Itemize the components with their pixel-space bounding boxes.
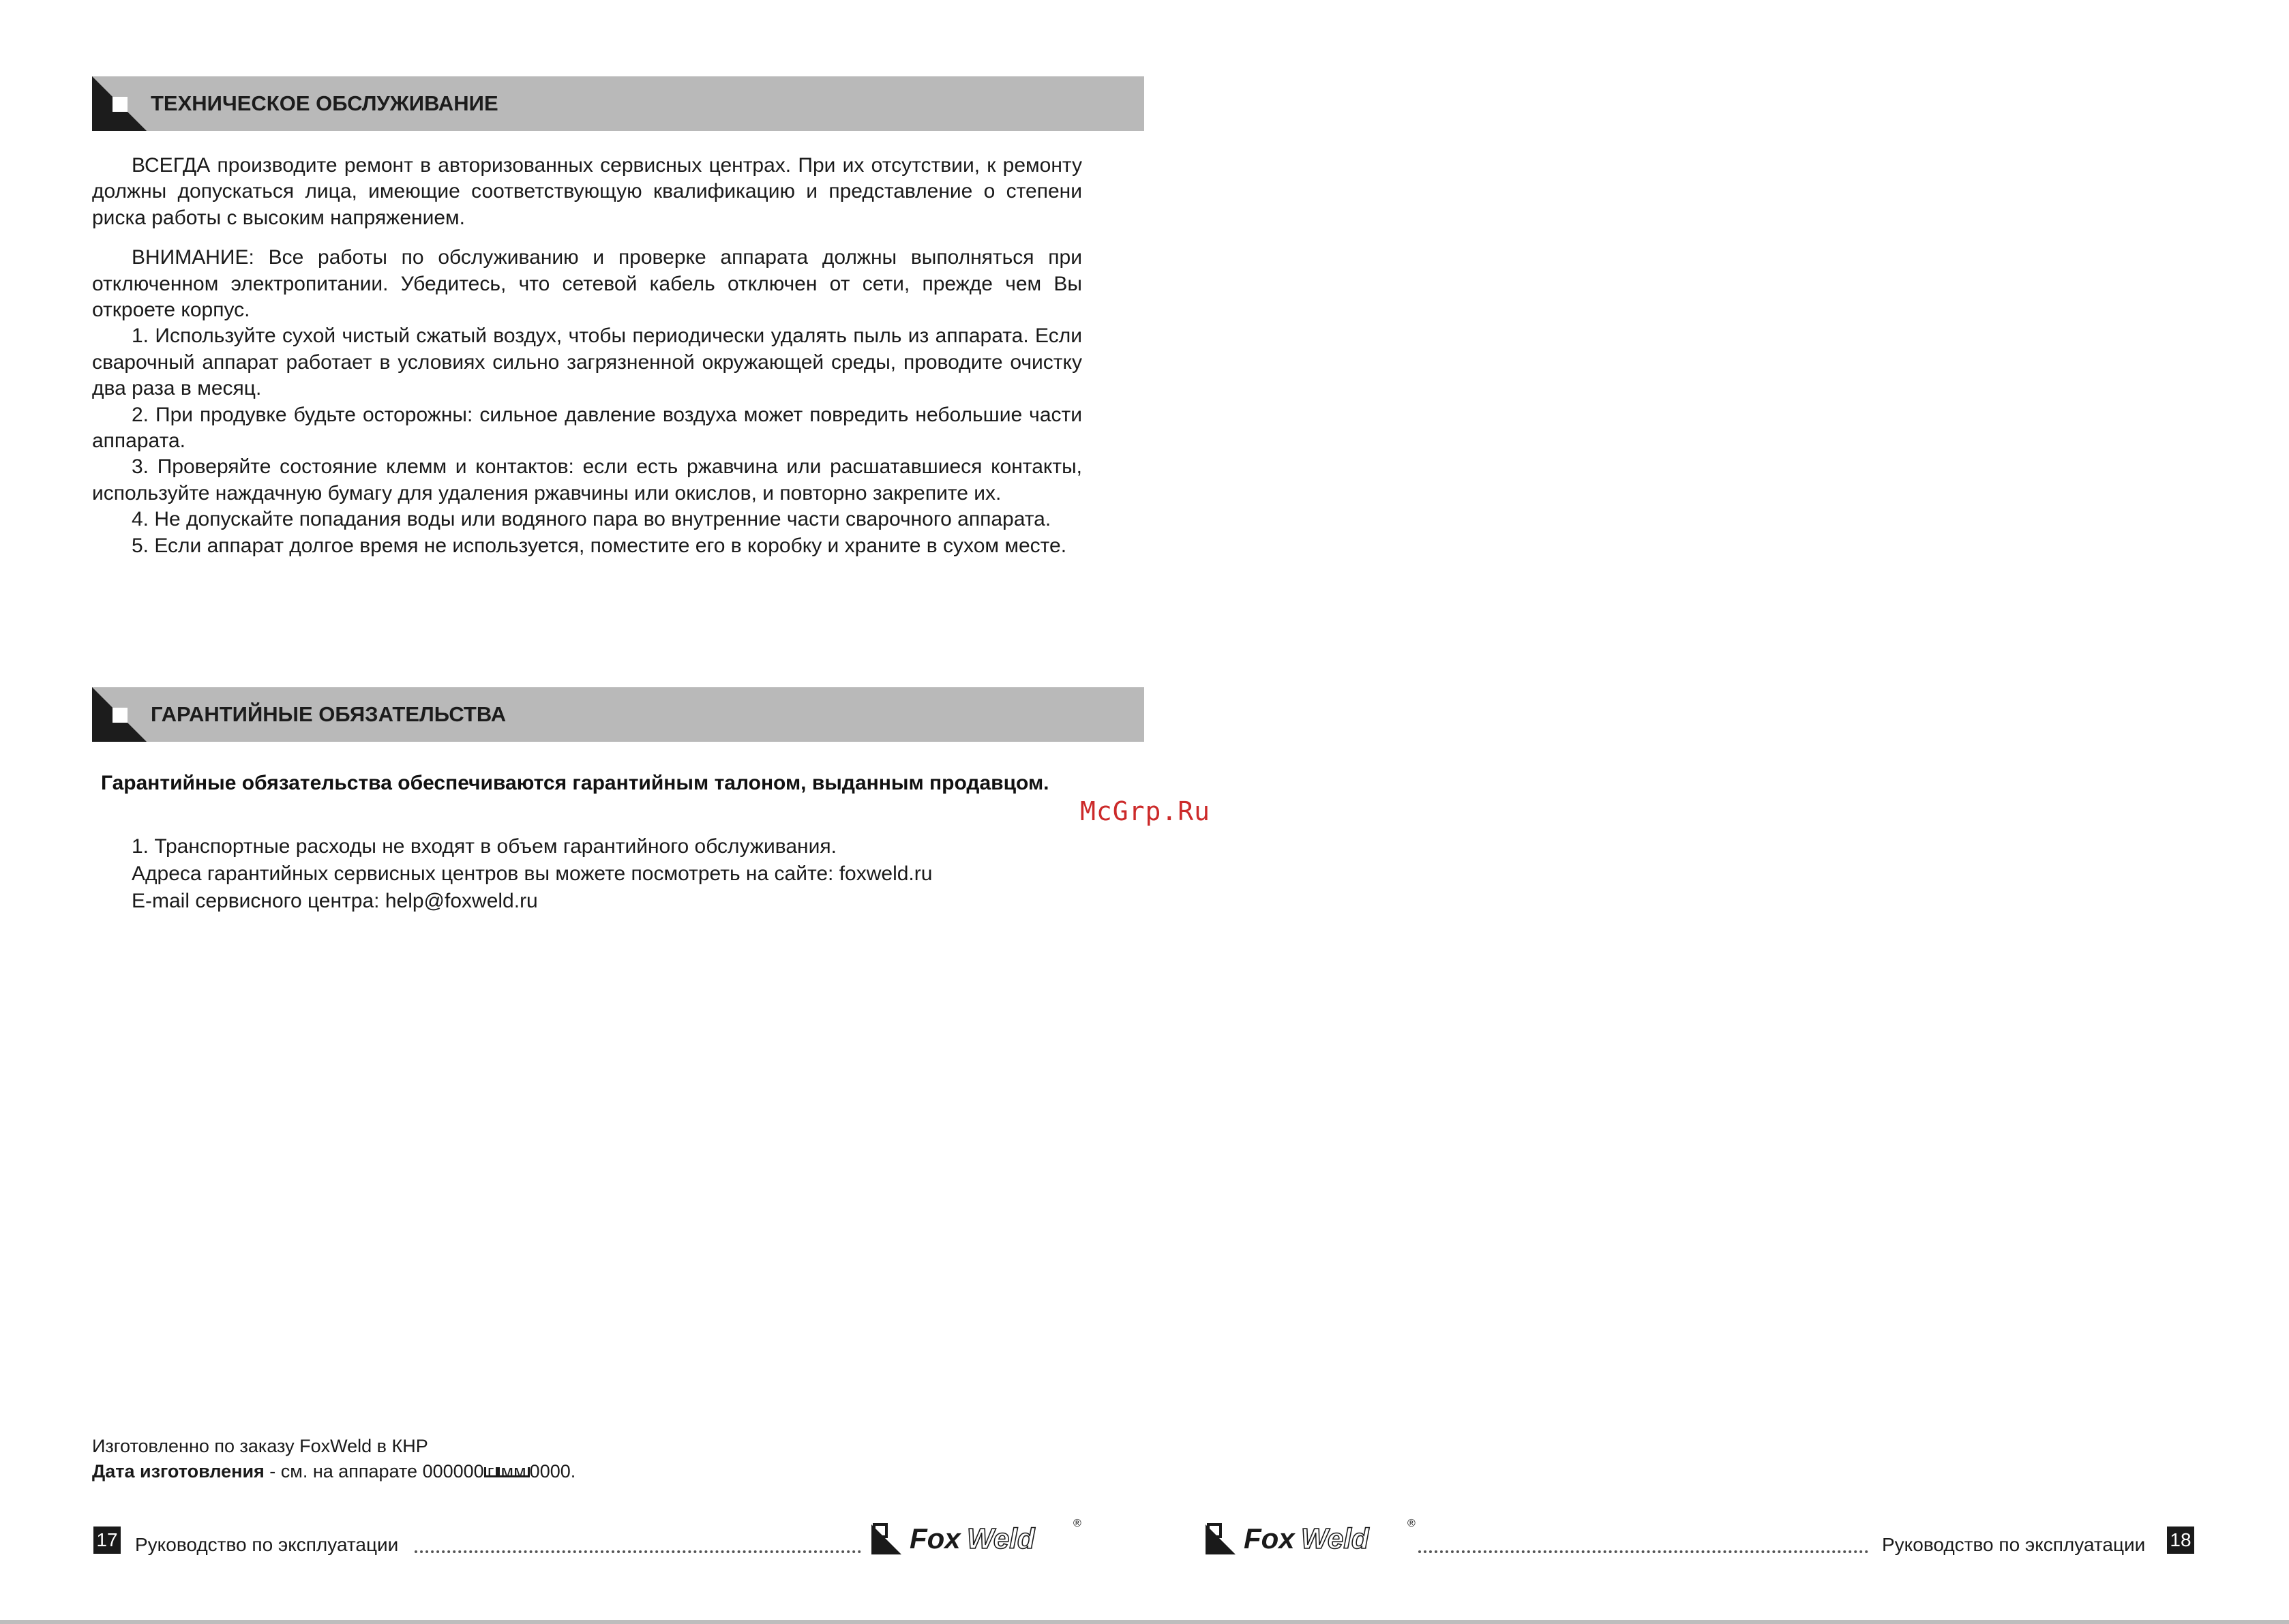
page-number-right: 18: [2167, 1527, 2194, 1554]
foxweld-logo-icon: [871, 1522, 904, 1554]
logo-reg: ®: [1407, 1518, 1416, 1529]
date-mm: мм: [498, 1467, 530, 1477]
warranty-lines: [132, 833, 932, 915]
bottom-rule: [0, 1620, 2289, 1624]
maintenance-item-3: 3. Проверяйте состояние клемм и контактов: если есть ржавчина или расшатавшиеся контакты, используйте наждачную бумагу для удаления ржавчины или окислов, и повторно закрепите их.: [92, 455, 1082, 505]
maintenance-item-5: 5. Если аппарат долгое время не используется, поместите его в коробку и храните в сухом месте.: [132, 534, 1067, 557]
date-label: Дата изготовления: [92, 1461, 265, 1482]
foxweld-logo-right: [1206, 1518, 1417, 1556]
date-rest: - см. на аппарате 000000: [264, 1461, 484, 1482]
section-header-warranty: [92, 687, 1144, 742]
runner-right: Руководство по эксплуатации: [1882, 1534, 2146, 1555]
made-by: Изготовленно по заказу FoxWeld в КНР: [92, 1436, 428, 1456]
foxweld-logo-left: [871, 1518, 1083, 1556]
dot-leader-left: [415, 1550, 861, 1553]
section-corner-icon: [92, 76, 147, 131]
manufacture-date: [92, 1461, 575, 1482]
page-number-left: 17: [93, 1527, 121, 1554]
warranty-line: Адреса гарантийных сервисных центров вы можете посмотреть на сайте: foxweld.ru: [132, 862, 933, 885]
section-title-warranty: ГАРАНТИЙНЫЕ ОБЯЗАТЕЛЬСТВА: [151, 702, 507, 726]
logo-weld: Weld: [1301, 1522, 1369, 1554]
dot-leader-right: [1418, 1550, 1868, 1553]
maintenance-body: [92, 153, 1082, 559]
section-title-maintenance: ТЕХНИЧЕСКОЕ ОБСЛУЖИВАНИЕ: [151, 91, 498, 115]
runner-left: Руководство по эксплуатации: [135, 1534, 399, 1555]
watermark: McGrp.Ru: [1080, 796, 1211, 826]
warranty-line: E-mail сервисного центра: help@foxweld.ru: [132, 890, 538, 912]
maintenance-item-4: 4. Не допускайте попадания воды или водяного пара во внутренние части сварочного аппарата.: [132, 508, 1051, 531]
maintenance-item-1: 1. Используйте сухой чистый сжатый воздух, чтобы периодически удалять пыль из аппарата. Если сварочный аппарат работает в условиях сильно загрязненной окружающей среды, проводите очистку два раза в месяц.: [92, 325, 1082, 400]
logo-weld: Weld: [967, 1522, 1035, 1554]
logo-reg: ®: [1073, 1518, 1081, 1529]
maintenance-paragraph-1: ВСЕГДА производите ремонт в авторизованных сервисных центрах. При их отсутствии, к ремонту должны допускаться лица, имеющие соответствующую квалификацию и представление о степени риска работы с высоким напряжением.: [92, 154, 1082, 229]
logo-fox: Fox: [910, 1522, 961, 1554]
warranty-lead: Гарантийные обязательства обеспечиваются гарантийным талоном, выданным продавцом.: [101, 772, 1049, 794]
logo-fox: Fox: [1244, 1522, 1295, 1554]
maintenance-item-2: 2. При продувке будьте осторожны: сильное давление воздуха может повредить небольшие части аппарата.: [92, 403, 1082, 453]
foxweld-logo-icon: [1206, 1522, 1238, 1554]
date-g: г: [484, 1467, 498, 1477]
date-tail: 0000.: [529, 1461, 576, 1482]
section-corner-icon: [92, 687, 147, 742]
warranty-line: 1. Транспортные расходы не входят в объем гарантийного обслуживания.: [132, 835, 837, 858]
maintenance-paragraph-2: ВНИМАНИЕ: Все работы по обслуживанию и проверке аппарата должны выполняться при отключенном электропитании. Убедитесь, что сетевой кабель отключен от сети, прежде чем Вы откроете корпус.: [92, 246, 1082, 322]
section-header-maintenance: [92, 76, 1144, 131]
